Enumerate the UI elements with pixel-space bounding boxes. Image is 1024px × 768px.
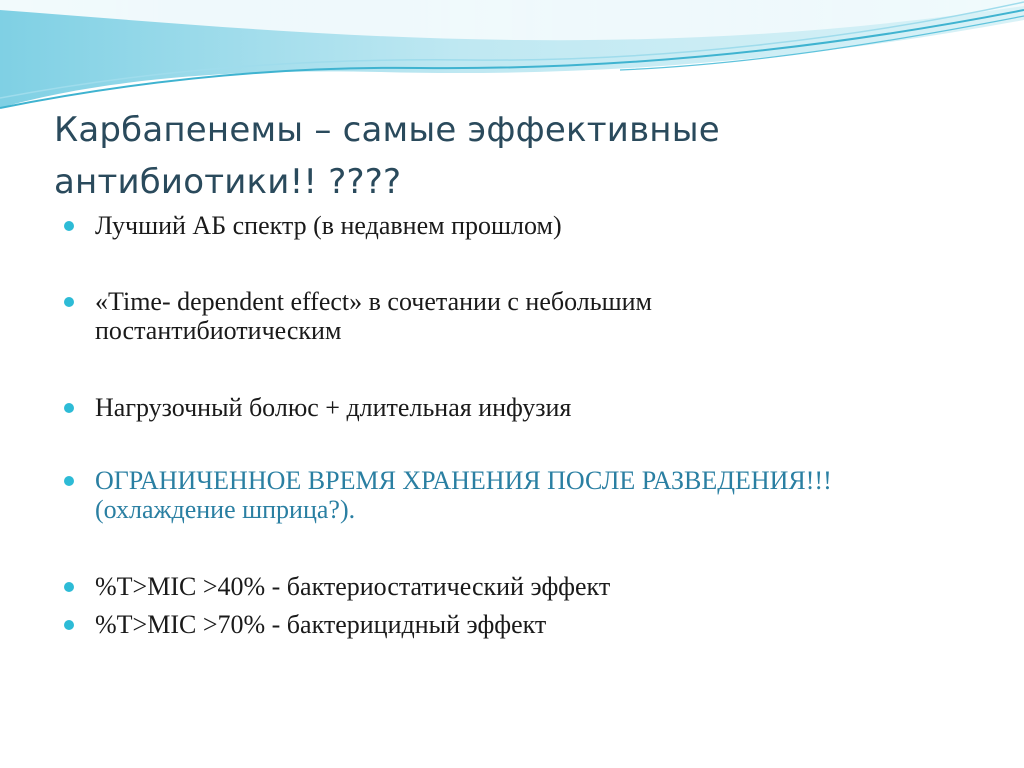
bullet-item [64,287,884,345]
bullet-item [64,610,884,639]
bullet-dot-icon [64,620,74,630]
slide-title [54,104,954,208]
slide-title-line-2: антибиотики!! ???? [54,162,402,202]
bullet-dot-icon [64,297,74,307]
bullet-item [64,393,884,422]
bullet-dot-icon [64,221,74,231]
slide-title-line-1: Карбапенемы – самые эффективные [54,110,720,150]
bullet-text: Нагрузочный болюс + длительная инфузия [95,393,572,422]
bullet-dot-icon [64,403,74,413]
bullet-text: %T>MIC >40% - бактериостатический эффект [95,572,611,601]
bullet-dot-icon [64,582,74,592]
bullet-text: ОГРАНИЧЕННОЕ ВРЕМЯ ХРАНЕНИЯ ПОСЛЕ РАЗВЕДЕНИЯ!!! (охлаждение шприца?). [95,466,832,524]
bullet-text: %T>MIC >70% - бактерицидный эффект [95,610,547,639]
bullet-text: «Time- dependent effect» в сочетании с небольшим постантибиотическим [95,287,652,345]
bullet-item [64,211,884,240]
decorative-wave-header [0,0,1024,120]
bullet-text: Лучший АБ спектр (в недавнем прошлом) [95,211,562,240]
bullet-dot-icon [64,476,74,486]
bullet-item [64,572,884,601]
bullet-item-highlighted [64,466,884,524]
